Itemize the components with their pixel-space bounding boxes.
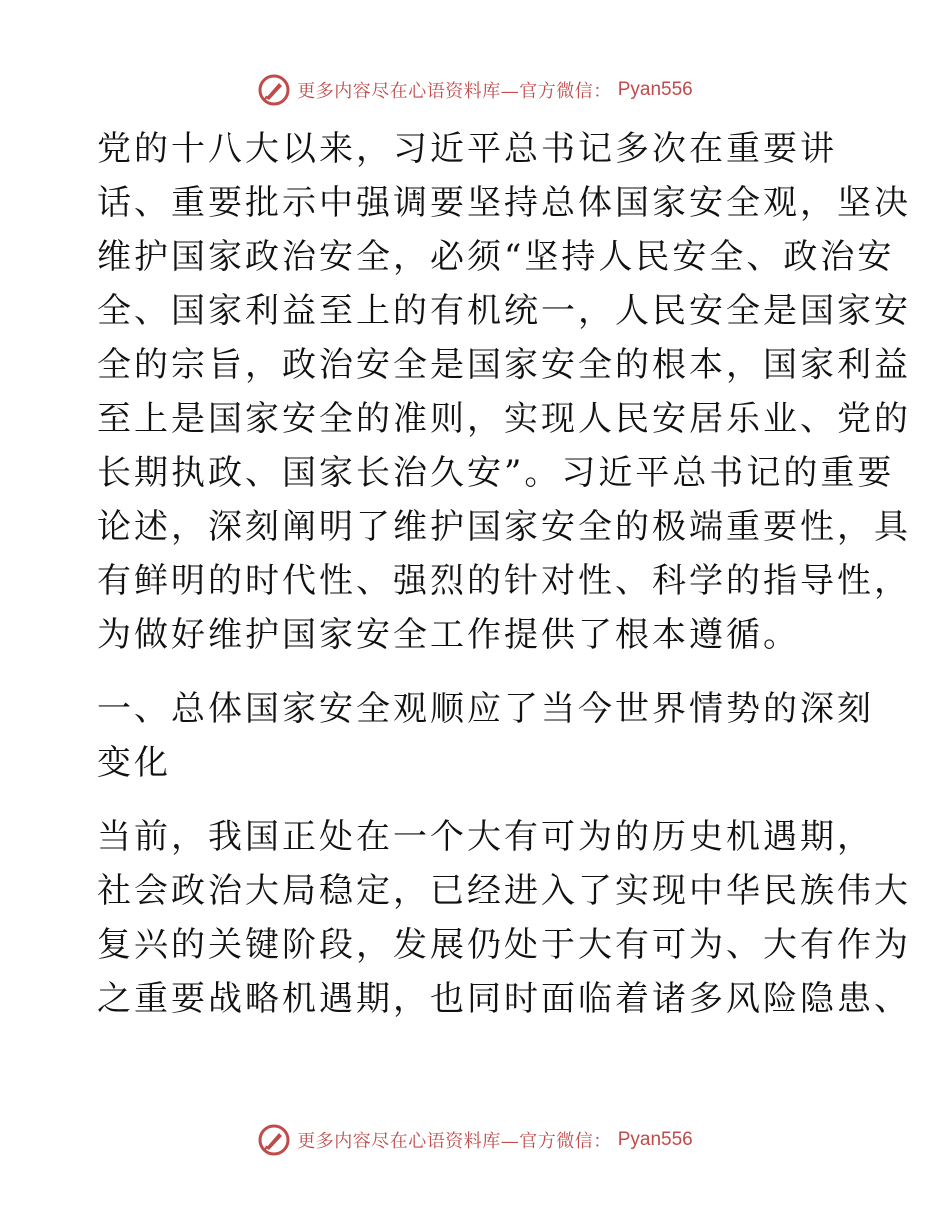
paragraph-current	[97, 810, 911, 1026]
text-line: 话、重要批示中强调要坚持总体国家安全观，坚决	[97, 183, 911, 223]
header-banner	[0, 70, 950, 110]
document-body	[97, 122, 911, 1026]
quill-logo-icon	[257, 73, 291, 107]
paragraph-intro	[97, 122, 911, 662]
text-line: 论述，深刻阐明了维护国家安全的极端重要性，具	[97, 507, 911, 547]
banner-wechat-id: Pyan556	[617, 79, 693, 100]
text-line: 长期执政、国家长治久安”。习近平总书记的重要	[97, 453, 895, 493]
quill-logo-icon	[257, 1123, 291, 1157]
text-line: 全的宗旨，政治安全是国家安全的根本，国家利益	[97, 345, 911, 385]
text-line: 当前，我国正处在一个大有可为的历史机遇期，	[97, 817, 874, 857]
text-line: 有鲜明的时代性、强烈的针对性、科学的指导性，	[97, 561, 911, 601]
text-line: 全、国家利益至上的有机统一，人民安全是国家安	[97, 291, 911, 331]
text-line: 复兴的关键阶段，发展仍处于大有可为、大有作为	[97, 925, 911, 965]
text-line: 至上是国家安全的准则，实现人民安居乐业、党的	[97, 399, 911, 439]
text-line: 社会政治大局稳定，已经进入了实现中华民族伟大	[97, 871, 911, 911]
heading-line: 一、总体国家安全观顺应了当今世界情势的深刻	[97, 689, 874, 729]
banner-text: 更多内容尽在心语资料库—官方微信：	[297, 1131, 612, 1152]
text-line: 党的十八大以来，习近平总书记多次在重要讲	[97, 129, 837, 169]
text-line: 之重要战略机遇期，也同时面临着诸多风险隐患、	[97, 979, 911, 1019]
text-line: 为做好维护国家安全工作提供了根本遵循。	[97, 615, 800, 655]
section-heading	[97, 682, 874, 790]
banner-text: 更多内容尽在心语资料库—官方微信：	[297, 81, 612, 102]
heading-line: 变化	[97, 743, 171, 783]
banner-wechat-id: Pyan556	[617, 1129, 693, 1150]
text-line: 维护国家政治安全，必须“坚持人民安全、政治安	[97, 237, 895, 277]
footer-banner	[0, 1120, 950, 1160]
